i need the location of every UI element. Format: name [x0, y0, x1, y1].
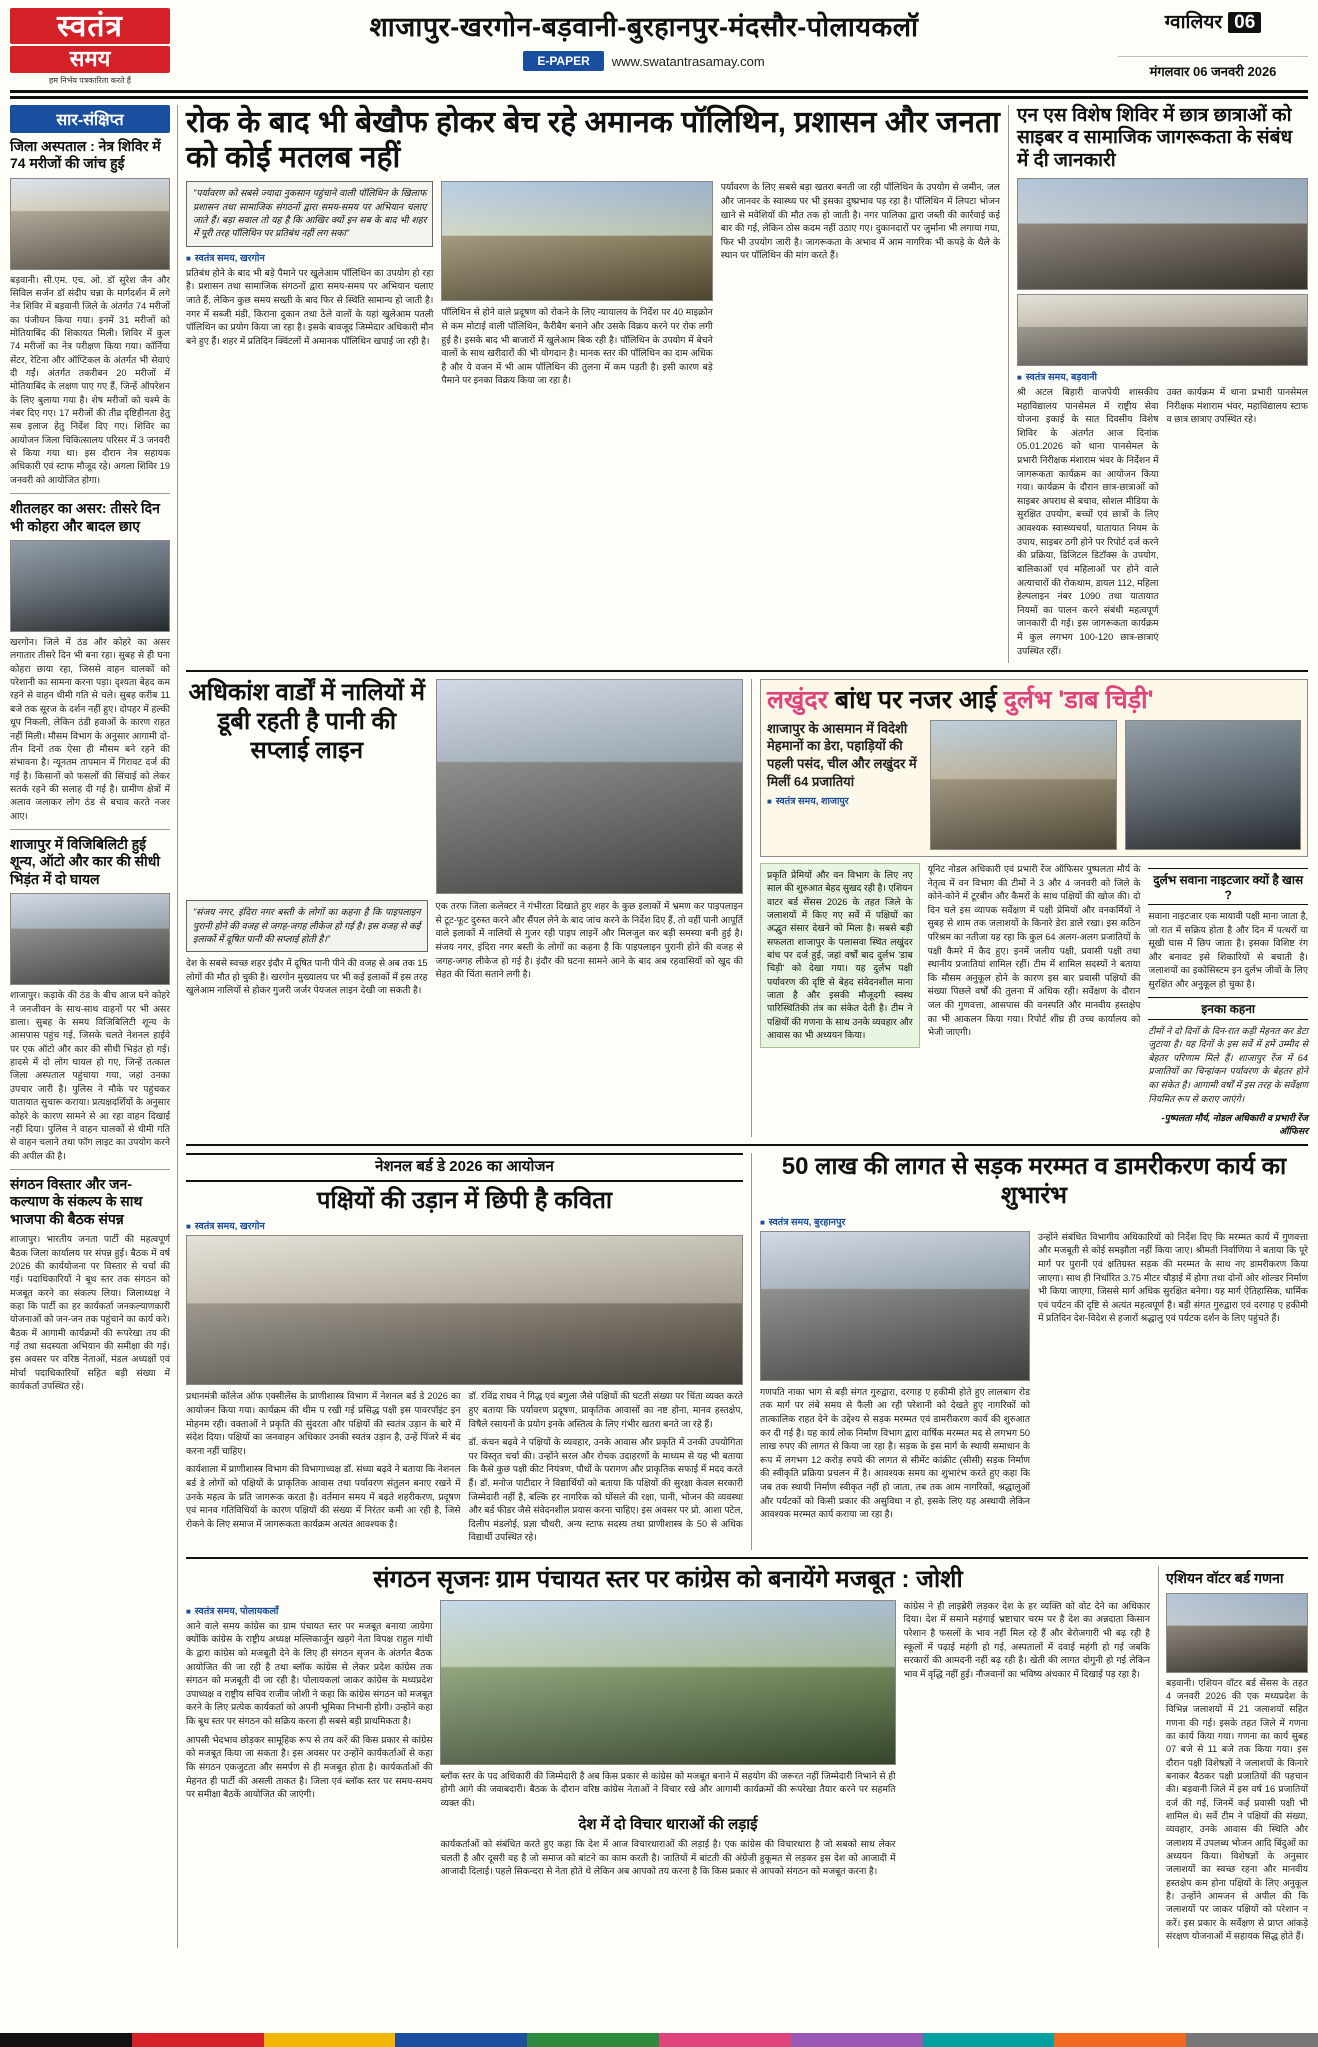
sidebar-divider-0	[10, 493, 170, 494]
sidebar-header: सार-संक्षिप्त	[10, 105, 170, 133]
bird-day-photo	[186, 1235, 743, 1385]
logo-tagline: हम निर्भय पत्रकारिता करते हैं	[48, 75, 132, 85]
road-para-1: गणपति नाका भाग से बड़ी संगत गुरुद्वारा, दरगाह ए हकीमी होते हुए लालबाग रोड तक मार्ग पर लंबे समय से फैली आ रही परेशानी को देखते हुए नागरिकों को तात्कालिक राहत देने के उद्देश्य से सड़क मरम्मत एवं डामरीकरण कार्य की शुरुआत कर दी गई है। यह कार्य लोक निर्माण विभाग द्वारा वार्षिक मरम्मत मद से लगभग 50 लाख रुपए की लागत से किया जा रहा है। सड़क के इस मार्ग के स्थायी समाधान के रूप में लगभग 12 करोड़ रुपये की लागत से सीमेंट कांक्रीट (सीसी) सड़क निर्माण की स्वीकृति प्रक्रिया प्रचलन में है। आवश्यक समय का शुभारंभ करते हुए कहा कि जब तक स्थायी निर्माण स्वीकृत नहीं हो जाता, तब तक आम नागरिकों, श्रद्धालुओं और पर्यटकों को किसी प्रकार की असुविधा न हो, इसके लिए यह अस्थायी लेकिन आवश्यक मरम्मत कार्य कराया जा रहा है।	[759, 1386, 1030, 1520]
lead-para-1: प्रतिबंध होने के बाद भी बड़े पैमाने पर खुलेआम पॉलिथिन का उपयोग हो रहा है। प्रशासन तथा सामाजिक संगठनों द्वारा समय-समय पर अभियान चलाए जाते हैं, लेकिन कुछ समय सख्ती के बाद फिर से स्थिति सामान्य हो जाती है। नगर में सब्जी मंडी, किराना दुकान तथा ठेले वालों के यहां खुलेआम पतली पॉलिथिन का प्रयोग किया जा रहा है। इसके बावजूद जिम्मेदार अधिकारी मौन बने हुए हैं। शहर में प्रतिदिन क्विंटलों में अमानक पॉलिथिन खपाई जा रही है।	[186, 267, 434, 346]
congress-col-2	[440, 1600, 895, 1884]
lead-headline[interactable]: रोक के बाद भी बेखौफ होकर बेच रहे अमानक पॉलिथिन, प्रशासन और जनता को कोई मतलब नहीं	[186, 105, 1000, 174]
lakhundar-quote-author: -पुष्पलता मौर्य, नोडल अधिकारी व प्रभारी रेंज ऑफिसर	[1161, 1113, 1308, 1137]
congress-byline: ■ स्वतंत्र समय, पोलायकलाँ	[186, 1604, 432, 1617]
road-headline[interactable]: 50 लाख की लागत से सड़क मरम्मत व डामरीकरण कार्य का शुभारंभ	[781, 1153, 1287, 1210]
road-col-1	[760, 1231, 1030, 1527]
lakhundar-sidebar-head: दुर्लभ सवाना नाइटजार क्यों है खास ?	[1148, 868, 1308, 905]
road-body	[760, 1231, 1308, 1527]
divider-after-third-row	[186, 1557, 1308, 1559]
lead-para-3: पॉलिथिन से होने वाले प्रदूषण को रोकने के लिए न्यायालय के निर्देश पर 40 माइक्रोन से कम मोटाई वाली पॉलिथिन, कैरीबैग बनाने और उसके विक्रय करने पर रोक लगी हुई है। इसके बाद भी बाजारों में खुलेआम बिक रही है। पॉलिथिन के उपयोग में बेचने वालों के साथ खरीदारों की भी योगदान है। मानक स्तर की पॉलिथिन का दाम अधिक है और ये वजन में भी आम पॉलिथिन की तुलना में कम पड़ती है। इसी कारण बड़े पैमाने पर इनका विक्रय किया जा रहा है।	[441, 307, 713, 386]
nss-photo-2	[1017, 294, 1308, 366]
census-body: बड़वानी। एशियन वॉटर बर्ड सेंसस के तहत 4 जनवरी 2026 की एक मध्यप्रदेश के विभिन्न जलाशयों में 21 जलाशयों सहित गणना की गई। इसके तहत जिले में गणना का कार्य किया गया। गणना का कार्य सुबह 07 बजे से 11 बजे तक किया गया। इस दौरान पक्षी विशेषज्ञों ने जलाशयों के किनारे बनाकर बैठकर पक्षी प्रजातियों की पहचान की। बड़वानी जिले में इस वर्ष 16 प्रजातियों दर्ज की गई, जिनमें कई प्रवासी पक्षी भी शामिल थे। सर्वे टीम ने पक्षियों की संख्या, व्यवहार, उनके आवास की स्थिति और जलाशय में उपलब्ध भोजन आदि बिंदुओं का अध्ययन किया। विशेषज्ञों के अनुसार जलाशयों का स्वच्छ रहना और मानवीय हस्तक्षेप कम होना पक्षियों के लिए अनुकूल है। उन्होंने आमजन से अपील की कि जलाशयों पर जाकर पक्षियों को परेशान न करें। इस प्रकार के सर्वेक्षण से प्राप्त आंकड़े संरक्षण योजनाओं में सहायक सिद्ध होते हैं।	[1166, 1677, 1308, 1942]
drain-photo	[436, 679, 743, 894]
sidebar-item-2-photo	[10, 893, 170, 985]
congress-para-1: आने वाले समय कांग्रेस का ग्राम पंचायत स्तर पर मजबूत बनाया जायेगा क्योंकि कांग्रेस के राष्ट्रीय अध्यक्ष मल्लिकार्जुन खड़गे नेता विपक्ष राहुल गांधी के द्वारा कांग्रेस को मजबूती देने के लिए ही संगठन सृजन के अंतर्गत बैठक आयोजित की जा रही है तथा ब्लॉक कांग्रेस से लेकर प्रदेश कांग्रेस तक संगठन को मजबूती दी जा रही है। पोलायकलां जाकर कांग्रेस के मध्यप्रदेश उपाध्यक्ष व राष्ट्रीय सचिव राजीव जोशी ने कहा कि कांग्रेस संगठन को मजबूत करने के लिए प्रत्येक कार्यकर्ता को अपनी भूमिका निभानी होगी। उन्होंने कहा कि बूथ स्तर पर संगठन को सक्रिय करना ही सबसे बड़ी प्राथमिकता है।	[186, 1620, 433, 1727]
census-photo	[1166, 1593, 1308, 1673]
lead-para-2: पर्यावरण के लिए सबसे बड़ा खतरा बनती जा रही पॉलिथिन के उपयोग से जमीन, जल और जानवर के स्वास्थ्य पर भी इसका दुष्प्रभाव पड़ रहा है। पॉलिथिन में लिपटा भोजन खाने से मवेशियों की मौत तक हो जाती है। नगर पालिका द्वारा जब्ती की कार्रवाई कई बार की गई, लेकिन ठोस कदम नहीं उठाए गए। दुकानदारों पर जुर्माना भी लगाया गया, फिर भी उपयोग जारी है। जागरूकता के अभाव में आम नागरिक भी कपड़े के थैले के स्थान पर पॉलिथिन की मांग करते हैं।	[720, 182, 1000, 261]
sidebar-item-3-body: शाजापुर। भारतीय जनता पार्टी की महत्वपूर्ण बैठक जिला कार्यालय पर संपन्न हुई। बैठक में वर्ष 2026 की कार्ययोजना पर विस्तार से चर्चा की गई। पदाधिकारियों ने बूथ स्तर तक संगठन को मजबूत करने का संकल्प लिया। जिलाध्यक्ष ने कहा कि पार्टी का हर कार्यकर्ता जनकल्याणकारी योजनाओं को जन-जन तक पहुंचाने का कार्य करे। बैठक में आगामी कार्यक्रमों की रूपरेखा तय की गई तथा सदस्यता अभियान की समीक्षा की गई। इस अवसर पर वरिष्ठ नेताओं, मंडल अध्यक्षों एवं मोर्चा पदाधिकारियों सहित बड़ी संख्या में कार्यकर्ता उपस्थित रहे।	[10, 1234, 170, 1392]
lakhundar-headline-part-a: लखुंदर	[766, 686, 828, 715]
bird-day-kicker: नेशनल बर्ड डे 2026 का आयोजन	[375, 1158, 554, 1176]
sidebar	[10, 105, 178, 1949]
lakhundar-main-text: यूनिट नोडल अधिकारी एवं प्रभारी रेंज ऑफिसर पुष्पलता मौर्य के नेतृत्व में वन विभाग की टीमों ने 3 और 4 जनवरी को जिले के कोने-कोने में टूरबीन और कैमरों के साथ पक्षियों की खोज की। दो दिन चले इस व्यापक सर्वेक्षण में पक्षी प्रेमियों और वनकर्मियों ने सुबह से शाम तक जलाशयों के किनारे डेरा डाले रखा। इस कठिन परिश्रम का नतीजा यह रहा कि कुल 64 अलग-अलग प्रजातियों के पक्षी कैमरे में कैद हुए। इनमें जलीय पक्षी, प्रवासी पक्षी तथा स्थानीय प्रजातियां शामिल रहीं। टीम में शामिल सदस्यों ने बताया कि मौसम अनुकूल होने के कारण इस बार प्रवासी पक्षियों की संख्या पिछले वर्षों की तुलना में अधिक रही। सर्वेक्षण के दौरान जल की गुणवत्ता, आसपास की वनस्पति और मानवीय हस्तक्षेप का भी आकलन किया गया। रिपोर्ट शीघ्र ही उच्च कार्यालय को भेजी जाएगी।	[927, 863, 1141, 1038]
congress-para-2: आपसी भेदभाव छोड़कर सामूहिक रूप से तय करें की किस प्रकार से कांग्रेस को मजबूत किया जा सकता है। इस अवसर पर उन्होंने कार्यकर्ताओं से कहा कि संगठन एकजुटता और समर्पण से ही मजबूत होता है। कार्यकर्ताओं की मेहनत ही पार्टी की असली ताकत है। जिला एवं ब्लॉक स्तर पर समय-समय पर समीक्षा बैठकें आयोजित की जाएंगी।	[186, 1734, 433, 1800]
nss-para-1: श्री अटल बिहारी वाजपेयी शासकीय महाविद्यालय पानसेमल में राष्ट्रीय सेवा योजना इकाई के सात दिवसीय विशेष शिविर के अंतर्गत आज दिनांक 05.01.2026 को थाना पानसेमल के प्रभारी निरीक्षक मंशाराम भंवर के निर्देशन में जागरूकता कार्यक्रम का आयोजन किया गया। कार्यक्रम के दौरान छात्र-छात्राओं को साइबर अपराध से बचाव, सोशल मीडिया के सुरक्षित उपयोग, बच्चों एवं छात्रों के लिए आवश्यक स्वास्थ्यचर्या, यातायात नियम के उपाय, साइबर ठगी होने पर रिपोर्ट दर्ज करने की प्रक्रिया, डिजिटल डिटॉक्स के उपयोग, बालिकाओं एवं महिलाओं पर होने वाले अत्याचारों की रोकथाम, डायल 112, महिला हेल्पलाइन नंबर 1090 तथा यातायात नियमों का पालन करने संबंधी महत्वपूर्ण जानकारी दी गई। इस जागरूकता कार्यक्रम में कुल लगभग 100-120 छात्र-छात्राएं उपस्थित रहीं।	[1017, 386, 1159, 656]
lakhundar-top	[767, 720, 1301, 850]
lead-col-3	[721, 181, 1000, 393]
road-byline: ■ स्वतंत्र समय, बुरहानपुर	[760, 1215, 1308, 1228]
color-registration-bar	[0, 2033, 1318, 2047]
edition-city-label: ग्वालियर	[1164, 12, 1223, 33]
top-row	[186, 105, 1308, 664]
main-content	[186, 105, 1308, 1949]
congress-para-5: कांग्रेस ने ही लाइब्रेरी लड़कर देश के हर व्यक्ति को वोट देने का अधिकार दिया। देश में समाने महंगाई भ्रष्टाचार चरम पर है देश का अन्नदाता किसान परेशान है फसलों के भाव नहीं मिल रहे हैं और बेरोजगारी भी बढ़ रही है स्कूलों में पढ़ाई महंगी हो गई, अस्पतालों में दवाई महंगी हो गई जबकि सरकारों की आमदनी नहीं बढ़ रही है। खेती की लागत दोगुनी हो गई लेकिन भाव में वृद्धि नहीं हुई। नौजवानों का भविष्य अंधकार में दिखाई पड़ रहा है।	[903, 1600, 1150, 1679]
lakhundar-byline: ■ स्वतंत्र समय, शाजापुर	[767, 794, 922, 807]
sidebar-item-1-headline[interactable]: शीतलहर का असर: तीसरे दिन भी कोहरा और बादल छाए	[10, 500, 160, 534]
lakhundar-quote-text: टीमों ने दो दिनों के दिन-रात कड़ी मेहनत कर डेटा जुटाया है। यह दिनों के इस सर्वे में हमें उम्मीद से बेहतर परिणाम मिले हैं। शाजापुर रेंज में 64 प्रजातियों का चिन्हांकन पर्यावरण के बेहतर होने का संकेत है। आगामी वर्षों में इस तरह के सर्वेक्षण नियमित रूप से कराए जाएंगे।	[1148, 1025, 1308, 1104]
lakhundar-headline[interactable]	[767, 686, 1301, 715]
lakhundar-photo-2-wrap	[1125, 720, 1301, 850]
lakhundar-story	[751, 679, 1308, 1137]
congress-body	[186, 1600, 1150, 1884]
lakhundar-quote-head: इनका कहना	[1148, 997, 1308, 1020]
logo-sub-text: समय	[10, 46, 170, 73]
sidebar-item-3-headline[interactable]: संगठन विस्तार और जन-कल्याण के संकल्प के साथ भाजपा की बैठक संपन्न	[10, 1175, 143, 1227]
sidebar-item-0-photo	[10, 178, 170, 270]
lakhundar-subhead-wrap	[767, 720, 922, 850]
lead-col-1	[186, 181, 433, 393]
census-headline[interactable]: एशियन वॉटर बर्ड गणना	[1166, 1570, 1284, 1587]
bird-day-kicker-band	[186, 1153, 743, 1181]
masthead-right	[1118, 8, 1308, 80]
publication-logo	[10, 8, 170, 86]
logo-main-text: स्वतंत्र	[10, 8, 170, 44]
lakhundar-photographers-photo	[1125, 720, 1301, 850]
congress-col-1	[186, 1600, 432, 1884]
sidebar-item-2-headline[interactable]: शाजापुर में विजिबिलिटी हुई शून्य, ऑटो और कार की सीधी भिड़ंत में दो घायल	[10, 835, 160, 887]
lead-pullquote: "पर्यावरण को सबसे ज्यादा नुकसान पहुंचाने वाली पॉलिथिन के खिलाफ प्रशासन तथा सामाजिक संगठनों द्वारा समय-समय पर अभियान चलाए जाते हैं। बड़ा सवाल तो यह है कि आखिर क्यों इन सब के बाद भी शहर में पूरी तरह पॉलिथिन पर प्रतिबंध नहीं लग सका"	[186, 181, 433, 246]
lakhundar-photo-1-wrap	[930, 720, 1117, 850]
drain-para-1: एक तरफ जिला कलेक्टर ने गंभीरता दिखाते हुए शहर के कुछ इलाकों में भ्रमण कर पाइपलाइन से टूट-फूट दुरुस्त करने और सैंपल लेने के बाद जांच करने के निर्देश दिए हैं, तो वहीं पानी आपूर्ति वाले इलाकों में नालियों से गुजर रही पाइप लाइनें और मिलजुल कर बड़ी समस्या बनी हुई है। संजय नगर, इंदिरा नगर बस्ती के लोगों का कहना है कि पाइपलाइन पुरानी होने की वजह से जगह-जगह लीकेज हो गई है। इंदौर की घटना सामने आने के बाद अब रहवासियों को खुद की सेहत की चिंता सताने लगी है।	[435, 901, 743, 980]
nss-col-2	[1167, 386, 1309, 663]
lead-byline: ■ स्वतंत्र समय, खरगोन	[186, 251, 433, 264]
epaper-button[interactable]: E-PAPER	[523, 51, 603, 71]
drain-body	[186, 900, 743, 1003]
edition-city	[1118, 8, 1308, 34]
sidebar-divider-1	[10, 829, 170, 830]
masthead	[10, 8, 1308, 93]
sidebar-item-1-photo	[10, 540, 170, 632]
masthead-strip	[178, 51, 1110, 71]
drain-pullquote: "संजय नगर, इंदिरा नगर बस्ती के लोगों का कहना है कि पाइपलाइन पुरानी होने की वजह से जगह-जगह लीकेज हो गई है। इस वजह से कई इलाकों में दूषित पानी की सप्लाई होती है।"	[186, 900, 428, 952]
drain-col-2	[436, 900, 743, 1003]
congress-photo	[440, 1600, 895, 1765]
drain-col-1	[186, 900, 428, 1003]
publication-date: मंगलवार 06 जनवरी 2026	[1118, 56, 1308, 80]
road-story	[751, 1153, 1308, 1550]
drain-top	[186, 679, 743, 894]
lead-photo	[441, 181, 712, 301]
sidebar-item-1-body: खरगोन। जिले में ठंड और कोहरे का असर लगातार तीसरे दिन भी बना रहा। सुबह से ही घना कोहरा छाया रहा, जिससे वाहन चालकों को परेशानी का सामना करना पड़ा। दृश्यता बेहद कम रहने से वाहन धीमी गति से चले। सुबह करीब 11 बजे तक सूरज के दर्शन नहीं हुए। दोपहर में हल्की धूप निकली, लेकिन ठंडी हवाओं के कारण राहत नहीं मिली। मौसम विभाग के अनुसार आगामी दो-तीन दिनों तक ऐसा ही मौसम बने रहने की संभावना है। न्यूनतम तापमान में गिरावट दर्ज की गई है। किसानों को फसलों की सिंचाई को लेकर सतर्क रहने की सलाह दी गई है। ग्रामीण क्षेत्रों में अलाव जलाकर लोग ठंड से बचाव करते नजर आए।	[10, 637, 170, 821]
census-sidebar	[1158, 1566, 1308, 1948]
nss-para-2: उक्त कार्यक्रम में थाना प्रभारी पानसेमल निरीक्षक मंशाराम भंवर, महाविद्यालय स्टाफ व छात्र छात्राए उपस्थित रहे।	[1166, 386, 1308, 425]
lakhundar-sidebar-text: सवाना नाइटजार एक मायावी पक्षी माना जाता है, जो रात में सक्रिय होता है और दिन में पत्थरों या सूखी घास में छिप जाता है। इसका विशिष्ट रंग और बनावट इसे शिकारियों से बचाती है। जलाशयों का इकोसिस्टम इन दुर्लभ जीवों के लिए सुरक्षित और अनुकूल हो चुका है।	[1148, 910, 1308, 989]
lakhundar-subhead: शाजापुर के आसमान में विदेशी मेहमानों का डेरा, पहाड़ियों की पहली पसंद, चील और लखुंदर में मिलीं 64 प्रजातियां	[766, 720, 917, 789]
nss-byline: ■ स्वतंत्र समय, बड़वानी	[1017, 370, 1308, 383]
lakhundar-box	[760, 679, 1308, 857]
lakhundar-col-2	[928, 863, 1141, 1137]
congress-story	[186, 1566, 1150, 1948]
sidebar-divider-2	[10, 1169, 170, 1170]
bird-day-body	[186, 1390, 743, 1550]
lead-para-4: देश के सबसे स्वच्छ शहर इंदौर में दूषित पानी पीने की वजह से अब तक 15 लोगों की मौत हो चुकी है। खरगोन मुख्यालय पर भी कई इलाकों में इस तरह खुलेआम नालियों से होकर गुजरी जर्जर पेयजल लाइन देखी जा सकती है।	[186, 958, 428, 996]
masthead-divider	[10, 96, 1308, 99]
lakhundar-body	[760, 863, 1308, 1137]
fourth-row	[186, 1566, 1308, 1948]
page-content	[10, 105, 1308, 1949]
lakhundar-bird-photo	[930, 720, 1117, 850]
drain-headline[interactable]: अधिकांश वार्डों में नालियों में डूबी रहती है पानी की सप्लाई लाइन	[188, 679, 425, 764]
lead-col-2	[441, 181, 712, 393]
bird-day-para-2: कार्यशाला में प्राणीशास्त्र विभाग की विभागाध्यक्ष डॉ. संध्या बढ़वे ने बताया कि नेशनल बर्ड डे लोगों को पक्षियों के प्राकृतिक आवास तथा पर्यावरण संतुलन बनाए रखने में उनके महत्व के प्रति जागरूक करता है। वर्तमान समय में बढ़ते शहरीकरण, प्रदूषण एवं मानव गतिविधियों के कारण पक्षियों की संख्या में निरंतर कमी आ रही है, जिसे रोकने के लिए समाज में जागरूकता कार्यक्रम अत्यंत आवश्यक है।	[186, 1464, 461, 1529]
bird-day-story	[186, 1153, 743, 1550]
congress-para-4: कार्यकर्ताओं को संबंधित करते हुए कहा कि देश में आज विचारधाराओं की लड़ाई है। एक कांग्रेस की विचारधारा है जो सबको साथ लेकर चलती है और दूसरी वह है जो समाज को बांटने का काम करती है। जातियों में बांटती की अंग्रेजी हुकूमत से लड़कर इस देश को आजादी में आजादी दिलाई। पहले सिकन्दरा से नेता होते थे लेकिन अब आपको तय करना है कि किस प्रकार से आपको संगठन को मजबूत करना है।	[440, 1838, 896, 1877]
third-row	[186, 1153, 1308, 1550]
edition-title: शाजापुर-खरगोन-बड़वानी-बुरहानपुर-मंदसौर-पोलायकलॉ	[369, 12, 919, 42]
drain-photo-wrap	[436, 679, 743, 894]
bird-day-col-1	[186, 1390, 460, 1550]
nss-headline[interactable]: एन एस विशेष शिविर में छात्र छात्राओं को साइबर व सामाजिक जागरूकता के संबंध में दी जानकारी	[1017, 104, 1293, 172]
divider-after-top-row	[186, 670, 1308, 672]
sidebar-item-0-body: बड़वानी। सी.एम. एच. ओ. डॉ सुरेश जैन और सिविल सर्जन डॉ संदीप चन्ना के मार्गदर्शन में लगे नेत्र शिविर में बड़वानी जिले के अंतर्गत 74 मरीजों का पंजीयन किया गया। इनमें 31 मरीजों को मोतियाबिंद की शिकायत मिली। शिविर में कुल 74 मरीजों का नेत्र परीक्षण किया गया। कॉर्निया सेंटर, रेटिना और ऑप्टिकल के अंतर्गत भी सेवाएं दी गईं। अंतर्गत तकरीबन 20 मरीजों में मोतियाबिंद के लक्षण पाए गए हैं, जिन्हें ऑपरेशन के लिए बुलाया गया है। शेष मरीजों को चश्मे के नंबर दिए गए। 17 मरीजों की तीव्र दृष्टिहीनता हेतु सब इलाज हेतु निर्देश दिए गए। शिविर का आयोजन जिला चिकित्सालय परिसर में 3 जनवरी से किया गया था। इस दौरान नेत्र सहायक अधिकारी एवं स्टाफ मौजूद रहे। अगला शिविर 19 जनवरी को आयोजित होगा।	[10, 274, 170, 485]
lakhundar-headline-part-b: बांध पर नजर आई	[834, 686, 997, 715]
congress-headline[interactable]: संगठन सृजनः ग्राम पंचायत स्तर पर कांग्रेस को बनायेंगे मजबूत : जोशी	[373, 1566, 963, 1594]
sidebar-item-2-body: शाजापुर। कड़ाके की ठंड के बीच आज घने कोहरे ने जनजीवन के साथ-साथ वाहनों पर भी असर डाला। सुबह के समय विजिबिलिटी शून्य के आसपास पहुंच गई, जिसके चलते नेशनल हाईवे पर एक ऑटो और कार की सीधी भिड़ंत हो गई। हादसे में दो लोग घायल हो गए, जिन्हें तत्काल जिला अस्पताल पहुंचाया गया, जहां उनका उपचार जारी है। पुलिस ने मौके पर पहुंचकर यातायात सुचारू कराया। प्रत्यक्षदर्शियों के अनुसार कोहरे के कारण सामने से आ रहा वाहन दिखाई नहीं दिया। पुलिस ने वाहन चालकों से धीमी गति से वाहन चलाने तथा फॉग लाइट का उपयोग करने की अपील की है।	[10, 990, 170, 1161]
road-photo	[760, 1231, 1030, 1381]
bird-day-para-4: डॉ. कंचन बढ़वे ने पक्षियों के व्यवहार, उनके आवास और प्रकृति में उनकी उपयोगिता पर विस्तृत चर्चा की। उन्होंने सरल और रोचक उदाहरणों के माध्यम से यह भी बताया कि कैसे कुछ पक्षी कीट नियंत्रण, पौधों के परागण और प्राकृतिक सफाई में मदद करते हैं। डॉ. मनोज पाटीदार ने विद्यार्थियों को बताया कि पक्षियों की सुरक्षा केवल सरकारी जिम्मेदारी नहीं है, बल्कि हर नागरिक को घोंसले की रक्षा, पानी, भोजन की व्यवस्था और बर्ड फीडर जैसे संवेदनशील प्रयास करना चाहिए। इस अवसर पर प्रो. आशा पटेल, दिलीप मंडलोई, प्रज्ञा चौधरी, अन्य स्टाफ सदस्य तथा प्राणीशास्त्र के 50 से अधिक विद्यार्थी उपस्थित रहे।	[468, 1437, 743, 1543]
second-row	[186, 679, 1308, 1137]
congress-para-3: ब्लॉक स्तर के पद अधिकारी की जिम्मेदारी है अब किस प्रकार से कांग्रेस को मजबूत बनाने में सहयोग की जरूरत नहीं जिम्मेदारी निभाने से ही होगी आगे की जवाबदारी। बैठक के दौरान वरिष्ठ कांग्रेस नेताओं ने विचार रखे और आगामी कार्यक्रमों की रूपरेखा तैयार करने पर सहमति व्यक्त की।	[440, 1770, 896, 1809]
masthead-center	[170, 8, 1118, 71]
nss-story	[1008, 105, 1308, 664]
lakhundar-left-box: प्रकृति प्रेमियों और वन विभाग के लिए नए साल की शुरुआत बेहद सुखद रही है। एशियन वाटर बर्ड सेंसस 2026 के तहत जिले के जलाशयों में किए गए सर्वे में पक्षियों का अद्भुत संसार देखने को मिला है। सबसे बड़ी सफलता शाजापुर के पलासवा स्थित लखुंदर बांध पर दर्ज हुई, जहां वर्षों बाद दुर्लभ 'डाब चिड़ी' को देखा गया। यह दुर्लभ पक्षी पर्यावरण की दृष्टि से बेहद संवेदनशील माना जाता है और इसकी मौजूदगी स्वस्थ पारिस्थितिकी तंत्र का संकेत देती है। टीम ने पक्षियों की गणना के साथ उनके व्यवहार और आवास का भी अध्ययन किया।	[760, 863, 920, 1048]
congress-col-3	[904, 1600, 1150, 1884]
nss-col-1	[1017, 386, 1159, 663]
bird-day-para-3: डॉ. रविंद्र राघव ने गिद्ध एवं बगुला जैसे पक्षियों की घटती संख्या पर चिंता व्यक्त करते हुए बताया कि पर्यावरण प्रदूषण, प्राकृतिक आवासों का नष्ट होना, मानव हस्तक्षेप, विषैले रसायनों के प्रयोग इनके अस्तित्व के लिए गंभीर खतरा बनते जा रहे हैं।	[468, 1391, 743, 1429]
lead-body-columns	[186, 181, 1000, 393]
sidebar-item-0-headline[interactable]: जिला अस्पताल : नेत्र शिविर में 74 मरीजों की जांच हुई	[10, 137, 161, 172]
road-para-2: उन्होंने संबंधित विभागीय अधिकारियों को निर्देश दिए कि मरम्मत कार्य में गुणवत्ता और मजबूती से कोई समझौता नहीं किया जाए। श्रीमती निर्वाणिया ने बताया कि पूरे मार्ग पर पुरानी एवं क्षतिग्रस्त सड़क की मरम्मत के साथ नए डामरीकरण किया जाएगा। साथ ही निर्धारित 3.75 मीटर चौड़ाई में होगा तथा दोनों ओर शोल्डर निर्माण भी किया जाएगा, जिससे मार्ग अधिक सुरक्षित बनेगा। यह मार्ग ऐतिहासिक, धार्मिक एवं पर्यटन की दृष्टि से अत्यंत महत्वपूर्ण है। बड़ी संगत गुरुद्वारा एवं दरगाह ए हकीमी में प्रतिदिन देश-विदेश से हजारों श्रद्धालु एवं पर्यटक दर्शन के लिए पहुंचते हैं।	[1037, 1231, 1308, 1324]
drain-headline-wrap	[186, 679, 428, 894]
nss-body-columns	[1017, 386, 1308, 663]
bird-day-para-1: प्रधानमंत्री कॉलेज ऑफ एक्सीलेंस के प्राणीशास्त्र विभाग में नेशनल बर्ड डे 2026 का आयोजन किया गया। कार्यक्रम की थीम प रखी गई प्रसिद्ध पक्षी इस पावरपॉइंट इन मोहनम रही। वक्ताओं ने प्रकृति की सुंदरता और पक्षियों की स्वतंत्र उड़ान के बारे में संदेश दिया। पक्षियों का जनवाहन अधिकार उनकी स्वतंत्र उड़ान है, उन्हें पिंजरे में बंद करना नहीं चाहिए।	[186, 1391, 461, 1456]
website-url[interactable]: www.swatantrasamay.com	[611, 53, 765, 69]
lead-story	[186, 105, 1000, 664]
bird-day-byline: ■ स्वतंत्र समय, खरगोन	[186, 1219, 743, 1232]
nss-photo-1	[1017, 178, 1308, 290]
lakhundar-col-1	[760, 863, 920, 1137]
lakhundar-headline-part-c: दुर्लभ 'डाब चिड़ी'	[1003, 686, 1154, 715]
bird-day-col-2	[468, 1390, 742, 1550]
divider-after-second-row	[186, 1144, 1308, 1146]
lakhundar-col-3	[1148, 863, 1308, 1137]
congress-subhead: देश में दो विचार धाराओं की लड़ाई	[578, 1815, 758, 1833]
drain-story	[186, 679, 743, 1137]
road-col-2	[1038, 1231, 1308, 1527]
bird-day-headline[interactable]: पक्षियों की उड़ान में छिपी है कविता	[316, 1186, 613, 1214]
page-number: 06	[1228, 12, 1261, 33]
